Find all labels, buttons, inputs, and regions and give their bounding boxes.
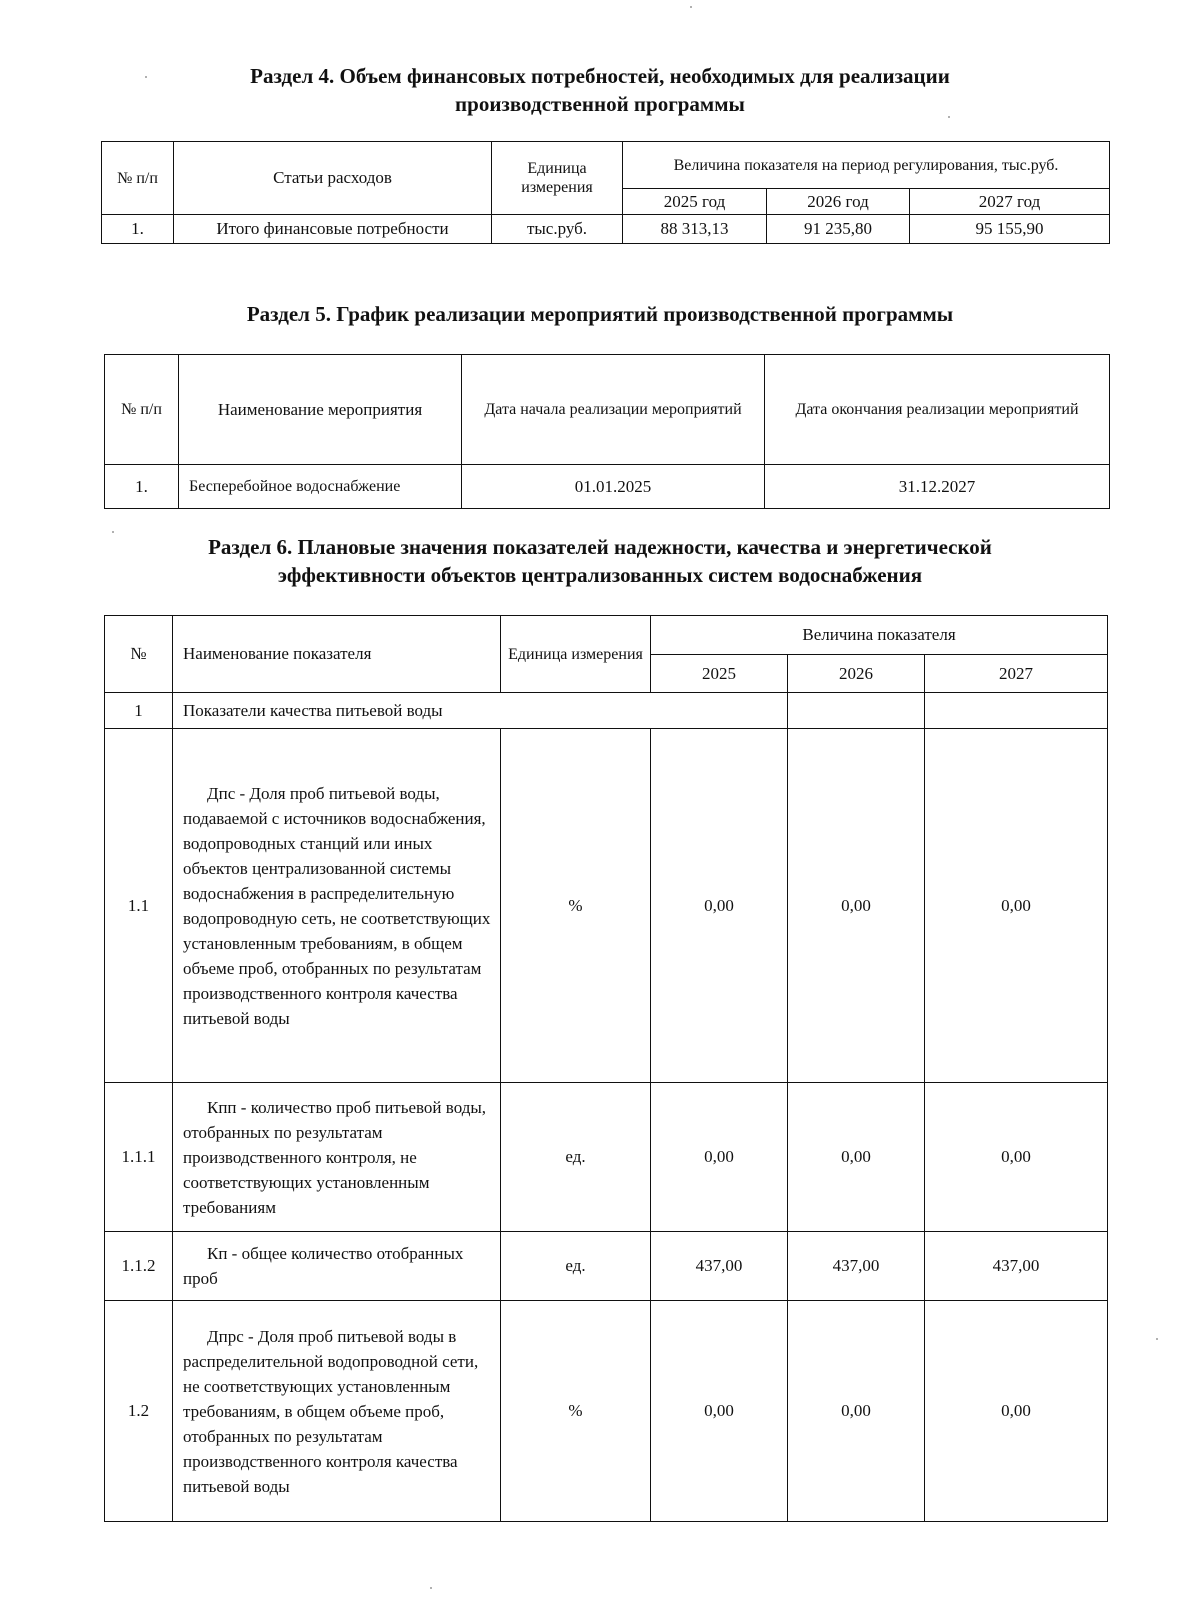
- row-value-2026: 91 235,80: [767, 215, 910, 244]
- header-value: Величина показателя на период регулирования, тыс.руб.: [623, 142, 1110, 189]
- row-value-2025: 0,00: [651, 1083, 788, 1232]
- header-start-date: Дата начала реализации мероприятий: [462, 355, 765, 465]
- scan-speck: [112, 531, 114, 533]
- row-num: 1.1.1: [105, 1083, 173, 1232]
- indicators-table: [104, 615, 1108, 1522]
- row-unit: %: [501, 1301, 651, 1522]
- header-unit: Единица измерения: [501, 616, 651, 693]
- financial-needs-table: [101, 141, 1110, 244]
- scan-speck: [690, 6, 692, 8]
- row-start-date: 01.01.2025: [462, 465, 765, 509]
- group-name: Показатели качества питьевой воды: [173, 693, 788, 729]
- row-value-2025: 0,00: [651, 729, 788, 1083]
- row-name: Кп - общее количество отобранных проб: [173, 1232, 501, 1301]
- row-unit: ед.: [501, 1232, 651, 1301]
- row-num: 1.: [105, 465, 179, 509]
- header-year-2025: 2025: [651, 655, 788, 693]
- header-end-date: Дата окончания реализации мероприятий: [765, 355, 1110, 465]
- row-name: Бесперебойное водоснабжение: [179, 465, 462, 509]
- row-unit: тыс.руб.: [492, 215, 623, 244]
- row-value-2026: 437,00: [788, 1232, 925, 1301]
- row-name: Дпс - Доля проб питьевой воды, подаваемой с источников водоснабжения, водопроводных станций или иных объектов централизованной системы водоснабжения в распределительную водопроводную сеть, не соответствующих установленным требованиям, в общем объеме проб, отобранных по результатам производственного контроля качества питьевой воды: [173, 729, 501, 1083]
- table-row: [105, 465, 1110, 509]
- header-num: № п/п: [102, 142, 174, 215]
- scan-speck: [145, 76, 147, 78]
- row-num: 1.: [102, 215, 174, 244]
- row-name: Кпп - количество проб питьевой воды, отобранных по результатам производственного контроля, не соответствующих установленным требованиям: [173, 1083, 501, 1232]
- row-value-2025: 0,00: [651, 1301, 788, 1522]
- row-name: Дпрс - Доля проб питьевой воды в распределительной водопроводной сети, не соответствующих установленным требованиям, в общем объеме проб, отобранных по результатам производственного контроля качества питьевой воды: [173, 1301, 501, 1522]
- section6-title-line2: эффективности объектов централизованных систем водоснабжения: [277, 563, 923, 587]
- row-value-2027: 0,00: [925, 1301, 1108, 1522]
- header-year-2025: 2025 год: [623, 189, 767, 215]
- header-item: Статьи расходов: [174, 142, 492, 215]
- empty-cell: [788, 693, 925, 729]
- table-row: [102, 215, 1110, 244]
- row-num: 1.1: [105, 729, 173, 1083]
- row-num: 1.2: [105, 1301, 173, 1522]
- table-row: [105, 1232, 1108, 1301]
- header-name: Наименование мероприятия: [179, 355, 462, 465]
- row-value-2025: 88 313,13: [623, 215, 767, 244]
- schedule-table: [104, 354, 1110, 509]
- table-row: [105, 729, 1108, 1083]
- row-value-2027: 95 155,90: [910, 215, 1110, 244]
- scan-speck: [1156, 1338, 1158, 1340]
- row-num: 1.1.2: [105, 1232, 173, 1301]
- header-year-2027: 2027 год: [910, 189, 1110, 215]
- header-name: Наименование показателя: [173, 616, 501, 693]
- empty-cell: [925, 693, 1108, 729]
- row-item: Итого финансовые потребности: [174, 215, 492, 244]
- scan-speck: [948, 116, 950, 118]
- section4-title-line2: производственной программы: [455, 92, 745, 116]
- row-value-2027: 437,00: [925, 1232, 1108, 1301]
- header-year-2027: 2027: [925, 655, 1108, 693]
- header-num: №: [105, 616, 173, 693]
- row-unit: %: [501, 729, 651, 1083]
- header-unit: Единица измерения: [492, 142, 623, 215]
- row-value-2025: 437,00: [651, 1232, 788, 1301]
- header-value: Величина показателя: [651, 616, 1108, 655]
- group-num: 1: [105, 693, 173, 729]
- row-unit: ед.: [501, 1083, 651, 1232]
- group-row: [105, 693, 1108, 729]
- scan-speck: [430, 1587, 432, 1589]
- row-value-2026: 0,00: [788, 1301, 925, 1522]
- section5-title: Раздел 5. График реализации мероприятий производственной программы: [246, 302, 954, 326]
- header-year-2026: 2026 год: [767, 189, 910, 215]
- header-year-2026: 2026: [788, 655, 925, 693]
- section4-title-line1: Раздел 4. Объем финансовых потребностей, необходимых для реализации: [250, 64, 950, 88]
- row-end-date: 31.12.2027: [765, 465, 1110, 509]
- section6-title-line1: Раздел 6. Плановые значения показателей надежности, качества и энергетической: [208, 535, 992, 559]
- table-row: [105, 1301, 1108, 1522]
- table-row: [105, 1083, 1108, 1232]
- row-value-2026: 0,00: [788, 1083, 925, 1232]
- row-value-2027: 0,00: [925, 729, 1108, 1083]
- header-num: № п/п: [105, 355, 179, 465]
- row-value-2026: 0,00: [788, 729, 925, 1083]
- row-value-2027: 0,00: [925, 1083, 1108, 1232]
